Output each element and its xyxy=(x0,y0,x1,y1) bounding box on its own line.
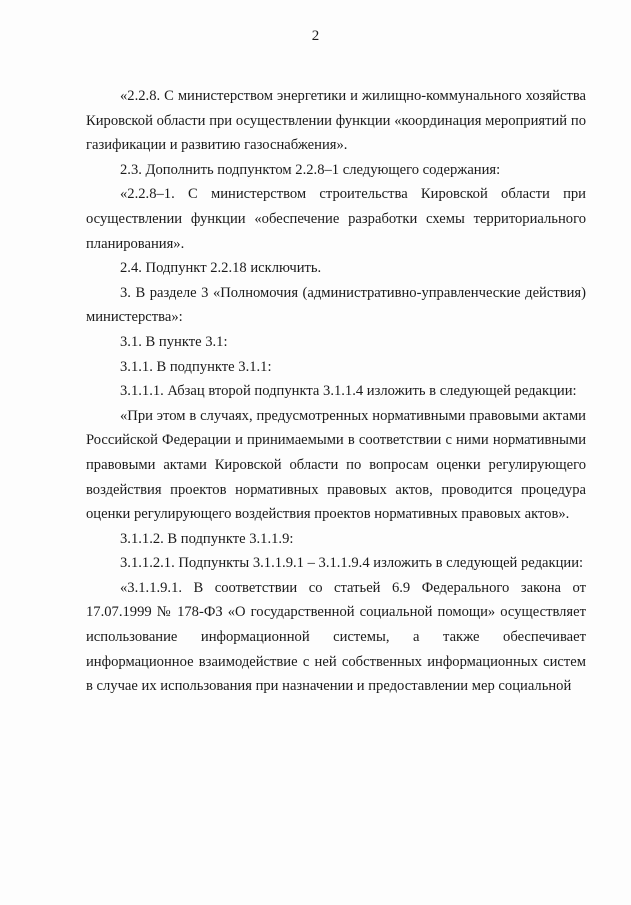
paragraph-3: 3. В разделе 3 «Полномочия (административно-управленческие действия) министерства»: xyxy=(86,284,586,326)
paragraph-2-3: 2.3. Дополнить подпунктом 2.2.8–1 следующего содержания: xyxy=(120,161,501,178)
paragraph-3-1-1-2-1: 3.1.1.2.1. Подпункты 3.1.1.9.1 – 3.1.1.9.4 изложить в следующей редакции: xyxy=(120,555,584,572)
paragraph-2-2-8-1: «2.2.8–1. С министерством строительства Кировской области при осуществлении функции «обеспечение разработки схемы территориального планирования». xyxy=(86,186,586,252)
page-number: 2 xyxy=(311,28,320,44)
paragraph-3-1-1-2: 3.1.1.2. В подпункте 3.1.1.9: xyxy=(120,530,294,547)
paragraph-3-1-1-1: 3.1.1.1. Абзац второй подпункта 3.1.1.4 изложить в следующей редакции: xyxy=(120,383,577,400)
paragraph-3-1: 3.1. В пункте 3.1: xyxy=(120,333,228,350)
document-body xyxy=(86,84,586,699)
paragraph-3-1-1: 3.1.1. В подпункте 3.1.1: xyxy=(120,358,272,375)
paragraph-2-2-8: «2.2.8. С министерством энергетики и жилищно-коммунального хозяйства Кировской области при осуществлении функции «координация мероприятий по газификации и развитию газоснабжения». xyxy=(86,88,586,154)
paragraph-3-1-1-9-1: «3.1.1.9.1. В соответствии со статьей 6.9 Федерального закона от 17.07.1999 № 178-ФЗ «О государственной социальной помощи» осуществляет использование информационной системы, а также обеспечивает информационное взаимодействие с ней собственных информационных систем в случае их использования при назначении и предоставлении мер социальной xyxy=(86,579,586,695)
paragraph-2-4: 2.4. Подпункт 2.2.18 исключить. xyxy=(120,260,322,277)
paragraph-quote-regulatory: «При этом в случаях, предусмотренных нормативными правовыми актами Российской Федерации и принимаемыми в соответствии с ними нормативными правовыми актами Кировской области по вопросам оценки регулирующего воздействия проектов нормативных правовых актов, проводится процедура оценки регулирующего воздействия проектов нормативных правовых актов». xyxy=(86,407,586,523)
